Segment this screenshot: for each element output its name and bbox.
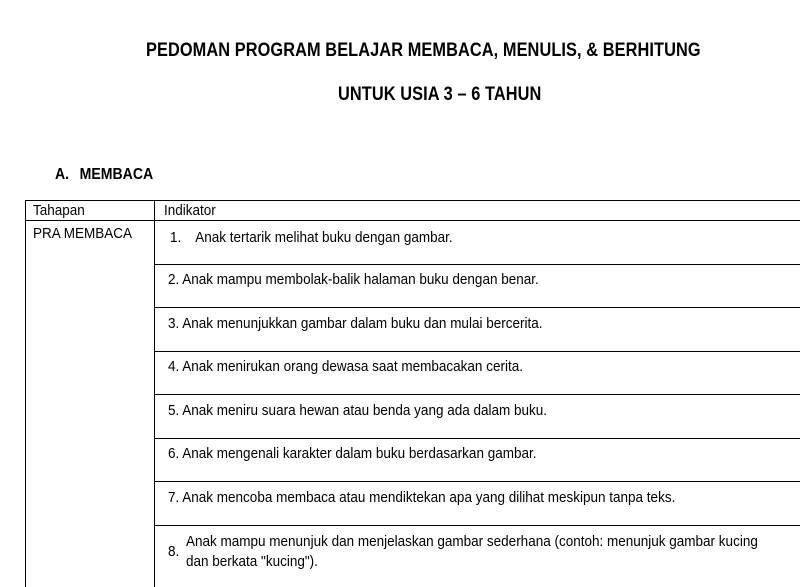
table-left-border bbox=[25, 200, 26, 587]
row-divider bbox=[154, 264, 800, 265]
table-row bbox=[168, 357, 523, 377]
row-text: Anak menirukan orang dewasa saat membacakan cerita. bbox=[182, 358, 523, 375]
row-text bbox=[186, 532, 758, 572]
table-row bbox=[168, 444, 536, 464]
table-row bbox=[170, 228, 453, 248]
row-text: Anak mampu membolak-balik halaman buku dengan benar. bbox=[182, 271, 539, 288]
row-number: 6. bbox=[168, 445, 180, 462]
row-text: Anak menunjukkan gambar dalam buku dan mulai bercerita. bbox=[182, 315, 543, 332]
header-stage: Tahapan bbox=[33, 202, 85, 219]
header-indicator: Indikator bbox=[164, 202, 216, 219]
table-row bbox=[168, 314, 542, 334]
section-heading bbox=[55, 166, 153, 184]
table-header-divider bbox=[25, 220, 800, 221]
row-divider bbox=[154, 351, 800, 352]
row-divider bbox=[154, 525, 800, 526]
table-row bbox=[168, 401, 547, 421]
section-letter: A. bbox=[55, 166, 70, 183]
row-number: 8. bbox=[168, 543, 180, 560]
row-text: Anak tertarik melihat buku dengan gambar. bbox=[195, 229, 453, 246]
row-divider bbox=[154, 307, 800, 308]
row-text: Anak meniru suara hewan atau benda yang ada dalam buku. bbox=[182, 402, 548, 419]
row-divider bbox=[154, 438, 800, 439]
row-divider bbox=[154, 394, 800, 395]
row-number: 4. bbox=[168, 358, 180, 375]
document-subtitle: UNTUK USIA 3 – 6 TAHUN bbox=[338, 84, 542, 105]
row-number: 3. bbox=[168, 315, 180, 332]
stage-cell: PRA MEMBACA bbox=[33, 225, 133, 242]
row-number: 5. bbox=[168, 402, 180, 419]
row-text: Anak mencoba membaca atau mendiktekan apa yang dilihat meskipun tanpa teks. bbox=[182, 489, 676, 506]
row-number: 1. bbox=[170, 229, 182, 246]
table-top-border bbox=[25, 200, 800, 201]
row-text-line: dan berkata "kucing"). bbox=[186, 553, 318, 570]
row-divider bbox=[154, 481, 800, 482]
row-text: Anak mengenali karakter dalam buku berdasarkan gambar. bbox=[182, 445, 537, 462]
document-title: PEDOMAN PROGRAM BELAJAR MEMBACA, MENULIS, & BERHITUNG bbox=[146, 40, 701, 61]
row-text-line: Anak mampu menunjuk dan menjelaskan gambar sederhana (contoh: menunjuk gambar kucing bbox=[186, 533, 758, 550]
row-number: 7. bbox=[168, 489, 180, 506]
table-row bbox=[168, 488, 675, 508]
table-row bbox=[168, 270, 539, 290]
row-number: 2. bbox=[168, 271, 180, 288]
section-title: MEMBACA bbox=[79, 166, 154, 183]
